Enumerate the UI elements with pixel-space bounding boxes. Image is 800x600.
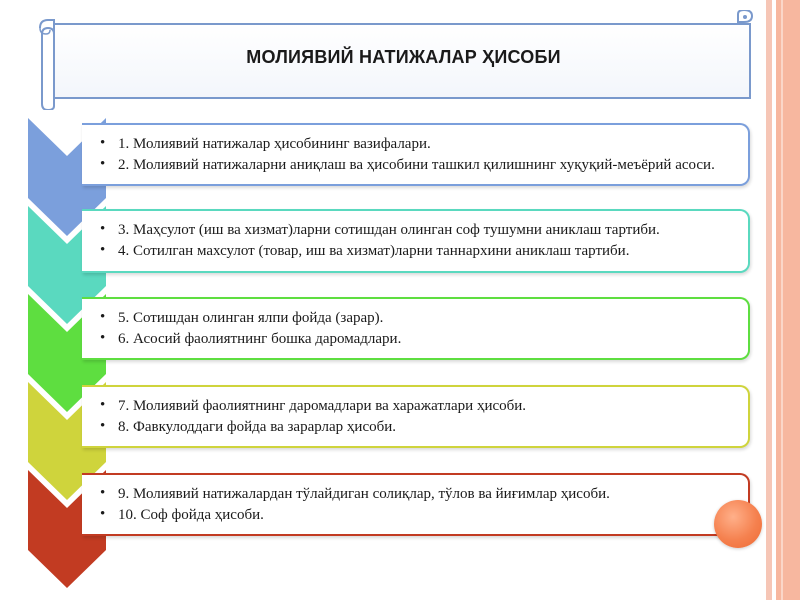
list-item: • 4. Сотилган махсулот (товар, иш ва хизмат)ларни таннархини аниклаш тартиби.	[100, 242, 740, 260]
list-item: • 8. Фавкулоддаги фойда ва зарарлар ҳисоби.	[100, 418, 740, 436]
step-box-1	[82, 123, 750, 186]
step-box-4	[82, 385, 750, 448]
page-title: МОЛИЯВИЙ НАТИЖАЛАР ҲИСОБИ	[246, 47, 561, 67]
list-item: • 6. Асосий фаолиятнинг бошка даромадлари.	[100, 330, 740, 348]
step-box-5	[82, 473, 750, 536]
list-item: • 2. Молиявий натижаларни аниқлаш ва ҳисобини ташкил қилишнинг хуқуқий-меъёрий асоси.	[100, 156, 740, 174]
list-item: • 9. Молиявий натижалардан тўлайдиган солиқлар, тўлов ва йиғимлар ҳисоби.	[100, 485, 740, 503]
step-box-3	[82, 297, 750, 360]
decor-orange-circle	[714, 500, 762, 548]
list-item: • 5. Сотишдан олинган ялпи фойда (зарар).	[100, 309, 740, 327]
list-item: • 3. Маҳсулот (иш ва хизмат)ларни сотишдан олинган соф тушумни аниклаш тартиби.	[100, 221, 740, 239]
list-item: • 10. Соф фойда ҳисоби.	[100, 506, 740, 524]
list-item: • 1. Молиявий натижалар ҳисобининг вазифалари.	[100, 135, 740, 153]
list-item: • 7. Молиявий фаолиятнинг даромадлари ва харажатлари ҳисоби.	[100, 397, 740, 415]
step-box-2	[82, 209, 750, 273]
